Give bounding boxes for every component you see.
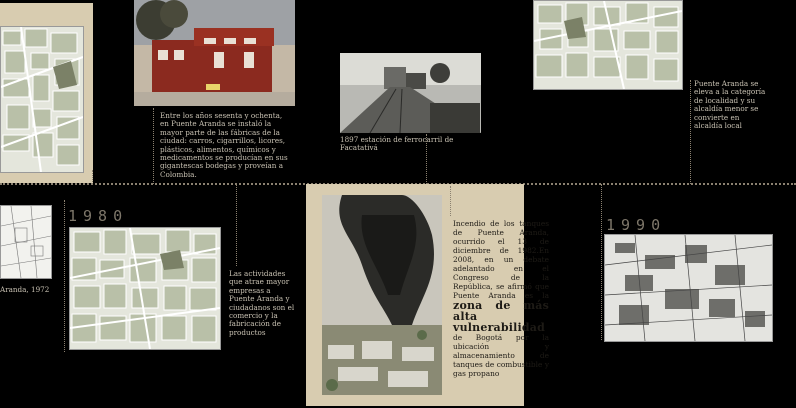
factories-caption: Entre los años sesenta y ochenta, en Puente Aranda se instaló la mayor parte de las fábricas de la ciudad: carros, cigarrillos, licores, plásticos, alimentos, químicos y medicamentos se producían en sus gigantescas bodegas y proveían a Colombia.: [160, 111, 288, 179]
fire-caption: [453, 219, 549, 378]
connector-top-left: [92, 170, 93, 184]
map-1972: [0, 205, 52, 279]
connector-1990: [601, 184, 602, 340]
connector-activities: [236, 184, 237, 266]
connector-1980: [64, 200, 65, 352]
railway-photo: [340, 53, 481, 133]
activities-caption: Las actividades que atrae mayor empresas a Puente Aranda y ciudadanos son el comercio y la fabricación de productos: [229, 269, 295, 337]
connector-fire: [450, 186, 451, 216]
fire-caption-highlight: zona de más alta vulnerabilidad: [453, 299, 549, 334]
map-1972-caption: Aranda, 1972: [0, 285, 50, 294]
connector-locality: [690, 80, 691, 184]
fire-caption-text-end: de Bogotá por la ubicación y almacenamiento de tanques de combustible y gas propano: [453, 333, 549, 378]
fire-photo: [322, 195, 442, 395]
fire-caption-text: Incendio de los tanques de Puente Aranda, ocurrido el 13 de diciembre de 1982.En 2008, en un debate adelantado en el Congreso de la República, se afirmó que Puente Aranda es la: [453, 219, 549, 300]
year-1980: 1980: [68, 207, 129, 225]
map-top-left: [0, 26, 84, 173]
railway-caption: 1897 estación de ferrocarril de Facatativá: [340, 135, 454, 153]
map-1990: [604, 234, 773, 342]
connector-railway: [426, 134, 427, 184]
connector-factories: [153, 108, 154, 184]
locality-caption: Puente Aranda se eleva a la categoría de localidad y su alcaldía menor se convierte en alcaldía local: [694, 79, 766, 131]
map-top-right: [533, 0, 683, 90]
year-1990: 1990: [606, 216, 667, 234]
factory-photo: [134, 0, 295, 106]
map-1980: [69, 227, 221, 350]
